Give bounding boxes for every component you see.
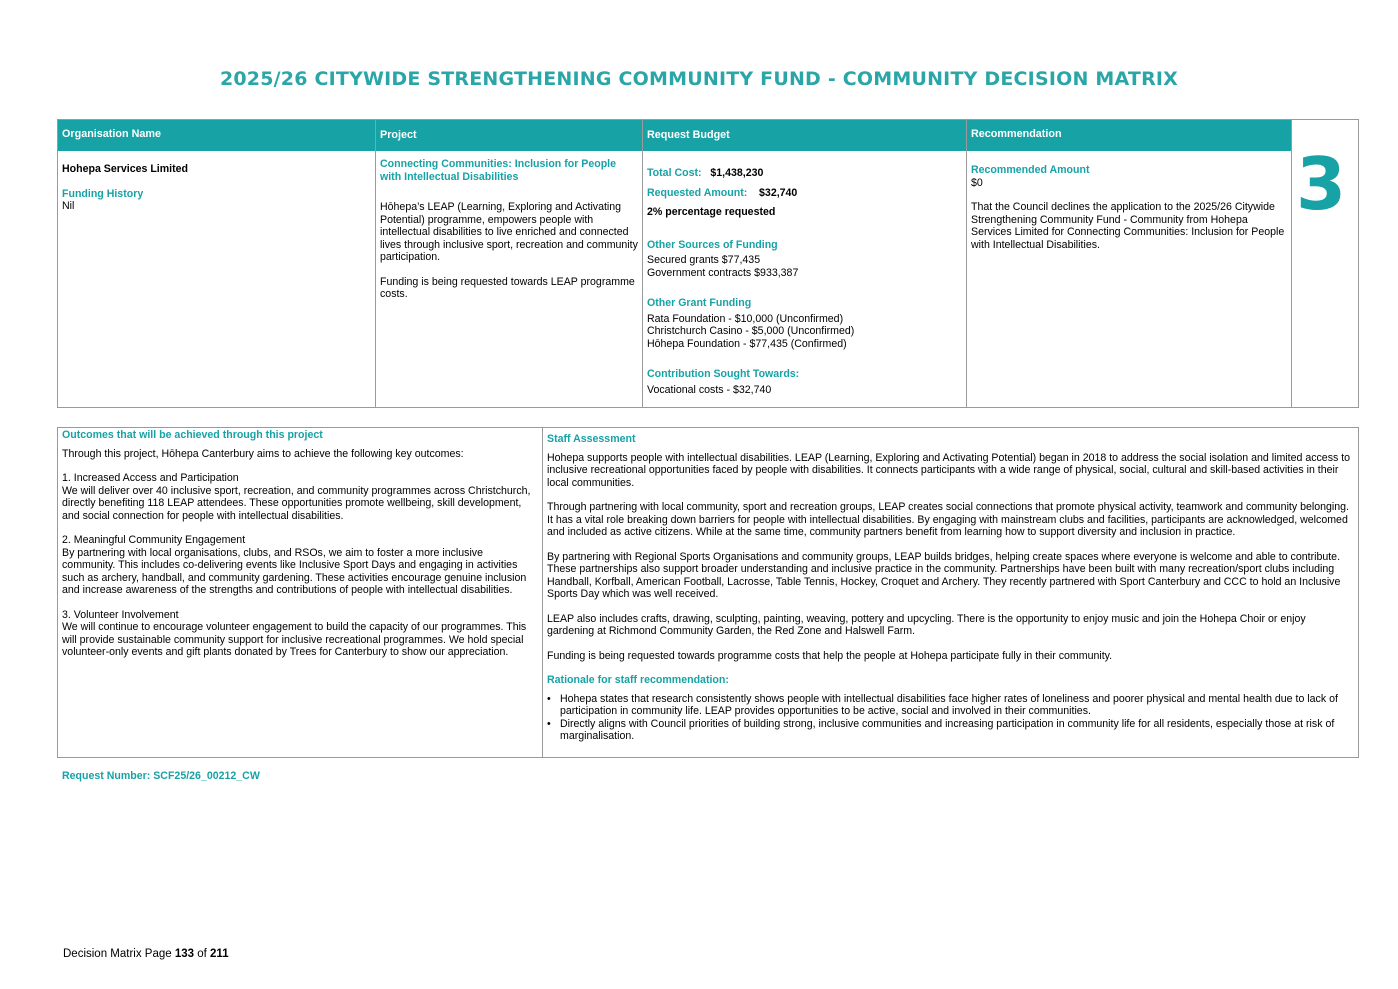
funding-history-label: Funding History	[62, 187, 144, 200]
footer-total: 211	[210, 948, 229, 960]
grant-item: Rata Foundation - $10,000 (Unconfirmed)	[647, 312, 844, 325]
footer-page: 133	[174, 948, 195, 960]
page-title: 2025/26 CITYWIDE STRENGTHENING COMMUNITY FUND - COMMUNITY DECISION MATRIX	[219, 68, 1179, 90]
secured-grants: Secured grants $77,435	[647, 254, 761, 266]
recommended-amount-value: $0	[971, 176, 983, 189]
project-header: Project	[376, 120, 642, 151]
grant-item: Hōhepa Foundation - $77,435 (Confirmed)	[647, 337, 847, 350]
outcomes-intro: Through this project, Hōhepa Canterbury aims to achieve the following key outcomes:	[62, 447, 464, 460]
priority-number: 3	[1296, 142, 1347, 226]
project-title: Connecting Communities: Inclusion for People with Intellectual Disabilities	[380, 158, 617, 183]
org-name: Hohepa Services Limited	[62, 163, 188, 175]
recommended-amount-label: Recommended Amount	[971, 164, 1090, 176]
total-cost-label: Total Cost:	[647, 167, 702, 179]
outcomes-cell	[58, 428, 543, 757]
org-header: Organisation Name	[58, 120, 375, 151]
requested-amount-value: $32,740	[759, 186, 798, 199]
outcome-title: 3. Volunteer Involvement	[62, 608, 179, 621]
assessment-paragraph: Hohepa supports people with intellectual disabilities. LEAP (Learning, Exploring and Activating Potential) began in 2018 to address the social isolation and limited access to inclusive recreational opportunities faced by people with disabilities. It connects participants with a wide range of physical, social, cultural and skill-based activities in their local communities.	[547, 451, 1351, 489]
priority-column	[1292, 120, 1358, 407]
rationale-bullet: • Directly aligns with Council priorities of building strong, inclusive communities and increasing participation in community life for all residents, especially those at risk of marginalisation.	[560, 718, 1354, 743]
rationale-heading: Rationale for staff recommendation:	[547, 674, 729, 686]
project-description: Hōhepa’s LEAP (Learning, Exploring and Activating Potential) programme, empowers people with intellectual disabilities to live enriched and connected lives through inclusive sport, recreation and community participation.	[380, 201, 638, 263]
total-cost-value: $1,438,230	[710, 167, 764, 179]
contribution-value: Vocational costs - $32,740	[647, 383, 772, 396]
rationale-list	[560, 693, 1354, 743]
staff-assessment-cell	[543, 428, 1358, 757]
recommendation-header: Recommendation	[967, 120, 1291, 151]
outcome-text: We will deliver over 40 inclusive sport, recreation, and community programmes across Christchurch, directly benefiting 118 LEAP attendees. These opportunities promote wellbeing, skill development, and social connection for people with intellectual disabilities.	[62, 484, 531, 522]
outcomes-heading: Outcomes that will be achieved through this project	[62, 429, 323, 441]
request-number: Request Number: SCF25/26_00212_CW	[62, 770, 260, 782]
assessment-paragraph: Through partnering with local community, sport and recreation groups, LEAP creates social connections that promote physical activity, teamwork and community belonging. It has a vital role breaking down barriers for people with intellectual disabilities. By engaging with mainstream clubs and facilities, participants are acknowledged, welcomed and included as active citizens. While at the same time, community partners benefit from learning how to support diversity and inclusion in practice.	[547, 501, 1349, 538]
outcome-title: 1. Increased Access and Participation	[62, 472, 239, 484]
funding-history-value: Nil	[62, 200, 75, 212]
assessment-paragraph: LEAP also includes crafts, drawing, sculpting, painting, weaving, pottery and upcycling. There is the opportunity to enjoy music and join the Hohepa Choir or enjoy gardening at Richmond Community Garden, the Red Zone and Halswell Farm.	[547, 612, 1306, 637]
recommendation-text: That the Council declines the application to the 2025/26 Citywide Strengthening Community Fund - Community from Hohepa Services Limited for Connecting Communities: Inclusion for People with Intellectual Disabilities.	[971, 201, 1285, 251]
page-footer	[63, 948, 229, 962]
rationale-bullet: • Hohepa states that research consistently shows people with intellectual disabilities face higher rates of loneliness and poorer physical and mental health due to lack of participation in community life. LEAP provides opportunities to be active, social and involved in their communities.	[560, 693, 1354, 718]
percentage-requested: 2% percentage requested	[647, 206, 776, 218]
outcome-text: We will continue to encourage volunteer engagement to build the capacity of our programmes. This will provide sustainable community support for inclusive recreational programmes. We hold special volunteer-only events and gift plants donated by Trees for Canterbury to show our appreciation.	[62, 621, 527, 658]
project-column	[376, 120, 643, 407]
requested-amount-label: Requested Amount:	[647, 186, 748, 199]
other-grant-label: Other Grant Funding	[647, 297, 752, 309]
government-contracts: Government contracts $933,387	[647, 266, 799, 279]
outcome-text: By partnering with local organisations, clubs, and RSOs, we aim to foster a more inclusive community. This includes co-delivering events like Inclusive Sport Days and engaging in activities such as archery, handball, and community gardening. These activities encourage genuine inclusion and increase awareness of the strengths and contributions of people with intellectual disabilities.	[62, 546, 527, 596]
staff-assessment-heading: Staff Assessment	[547, 433, 636, 445]
project-funding-note: Funding is being requested towards LEAP programme costs.	[380, 275, 635, 300]
other-sources-label: Other Sources of Funding	[647, 238, 778, 251]
assessment-paragraph: Funding is being requested towards programme costs that help the people at Hohepa participate fully in their community.	[547, 649, 1113, 662]
footer-prefix: Decision Matrix Page	[63, 948, 175, 960]
contribution-label: Contribution Sought Towards:	[647, 368, 800, 380]
grant-item: Christchurch Casino - $5,000 (Unconfirmed)	[647, 325, 855, 337]
org-column	[58, 120, 376, 407]
recommendation-column	[967, 120, 1292, 407]
budget-column	[643, 120, 967, 407]
footer-of: of	[194, 948, 211, 960]
budget-header: Request Budget	[643, 120, 966, 151]
summary-table	[57, 119, 1359, 408]
assessment-paragraph: By partnering with Regional Sports Organisations and community groups, LEAP builds bridges, helping create spaces where everyone is welcome and able to contribute. These partnerships also support broader understanding and inclusive practice in the community. Partnerships have been built with many recreation/sport clubs including Handball, Korfball, American Football, Lacrosse, Table Tennis, Hockey, Croquet and Archery. They recently partnered with Sport Canterbury and CCC to hold an Inclusive Sports Day which was well received.	[547, 550, 1341, 600]
assessment-table	[57, 427, 1359, 758]
outcome-title: 2. Meaningful Community Engagement	[62, 534, 246, 546]
